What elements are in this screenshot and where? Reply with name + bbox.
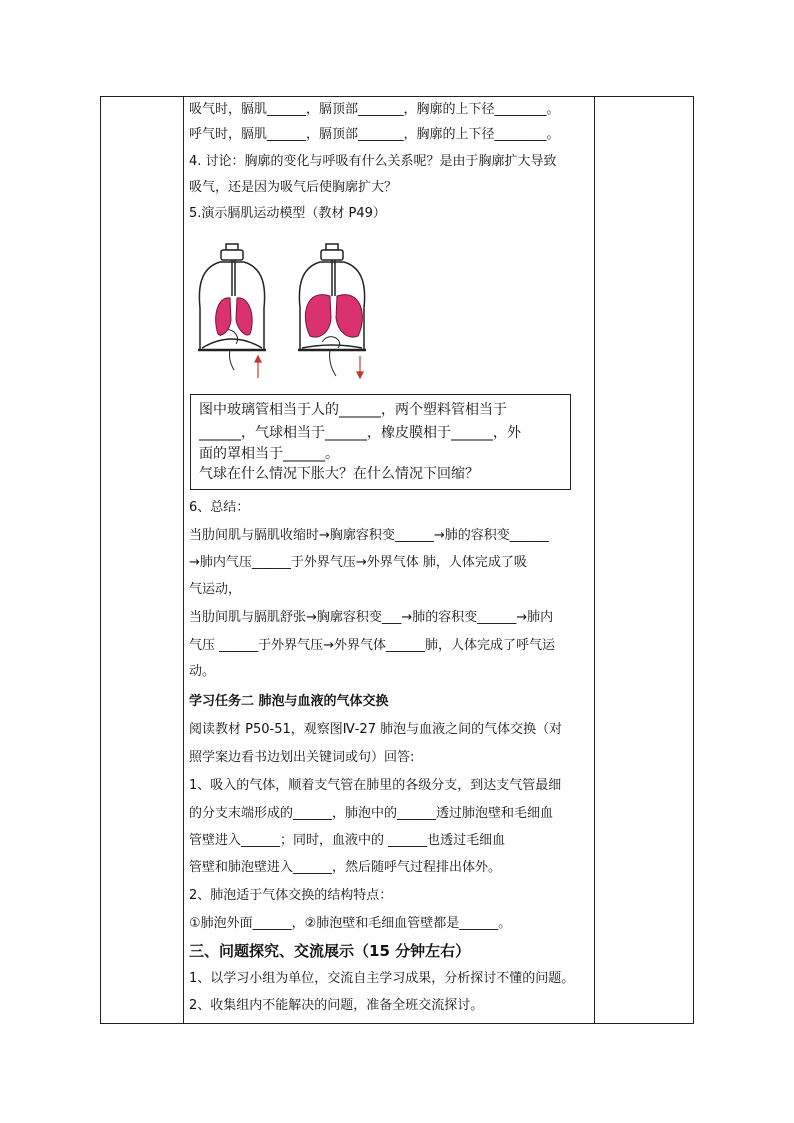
text-line: 1、以学习小组为单位，交流自主学习成果，分析探讨不懂的问题。 [189,971,575,986]
diaphragm-model-figure [190,238,390,384]
text-line: 2、肺泡适于气体交换的结构特点： [189,888,393,903]
text-line: 4. 讨论：胸廓的变化与呼吸有什么关系呢？是由于胸廓扩大导致 [189,154,557,169]
text-line: 呼气时，膈肌______，膈顶部_______，胸廓的上下径________。 [189,127,560,142]
text-line: 照学案边看书边划出关键词或句）回答: [189,750,415,765]
text-line: 吸气时，膈肌______，膈顶部_______，胸廓的上下径________。 [189,102,560,117]
column-divider-left [183,97,184,1023]
text-line: 6、总结： [189,500,250,515]
text-line: 5.演示膈肌运动模型（教材 P49） [189,206,386,221]
text-line: 气运动， [189,582,242,597]
box-line: 图中玻璃管相当于人的______，两个塑料管相当于 [199,402,507,418]
text-line: 2、收集组内不能解决的问题，准备全班交流探讨。 [189,998,484,1013]
arrow-down-icon [357,356,363,378]
text-line: 管壁进入______；同时，血液中的 ______也透过毛细血 [189,833,506,848]
question-box [190,394,571,490]
text-line: 气压 ______于外界气压→外界气体______肺，人体完成了呼气运 [189,638,556,653]
text-line: 当肋间肌与膈肌收缩时→胸廓容积变______→肺的容积变______ [189,528,549,543]
text-line: ①肺泡外面______，②肺泡壁和毛细血管壁都是______。 [189,916,512,931]
text-line: 阅读教材 P50-51，观察图Ⅳ-27 肺泡与血液之间的气体交换（对 [189,722,563,737]
text-line: 1、吸入的气体，顺着支气管在肺里的各级分支，到达支气管最细 [189,778,562,793]
box-line: ______，气球相当于______，橡皮膜相于______，外 [199,425,521,441]
section-heading: 学习任务二 肺泡与血液的气体交换 [189,694,389,709]
text-line: 当肋间肌与膈肌舒张→胸廓容积变___→肺的容积变______→肺内 [189,610,554,625]
arrow-up-icon [255,356,261,378]
box-line: 气球在什么情况下胀大？在什么情况下回缩？ [199,466,479,482]
lesson-table [100,96,694,1024]
text-line: 的分支末端形成的______，肺泡中的______透过肺泡壁和毛细血 [189,806,554,821]
column-divider-right [594,97,595,1023]
box-line: 面的罩相当于______。 [199,446,339,462]
text-line: →肺内气压______于外界气压→外界气体 肺，人体完成了吸 [189,555,527,570]
bell-jar-left [198,244,266,370]
text-line: 动。 [189,664,216,679]
text-line: 管壁和肺泡壁进入______，然后随呼气过程排出体外。 [189,860,502,875]
section-heading: 三、问题探究、交流展示（15 分钟左右） [189,942,471,960]
text-line: 吸气，还是因为吸气后使胸廓扩大？ [189,180,398,195]
